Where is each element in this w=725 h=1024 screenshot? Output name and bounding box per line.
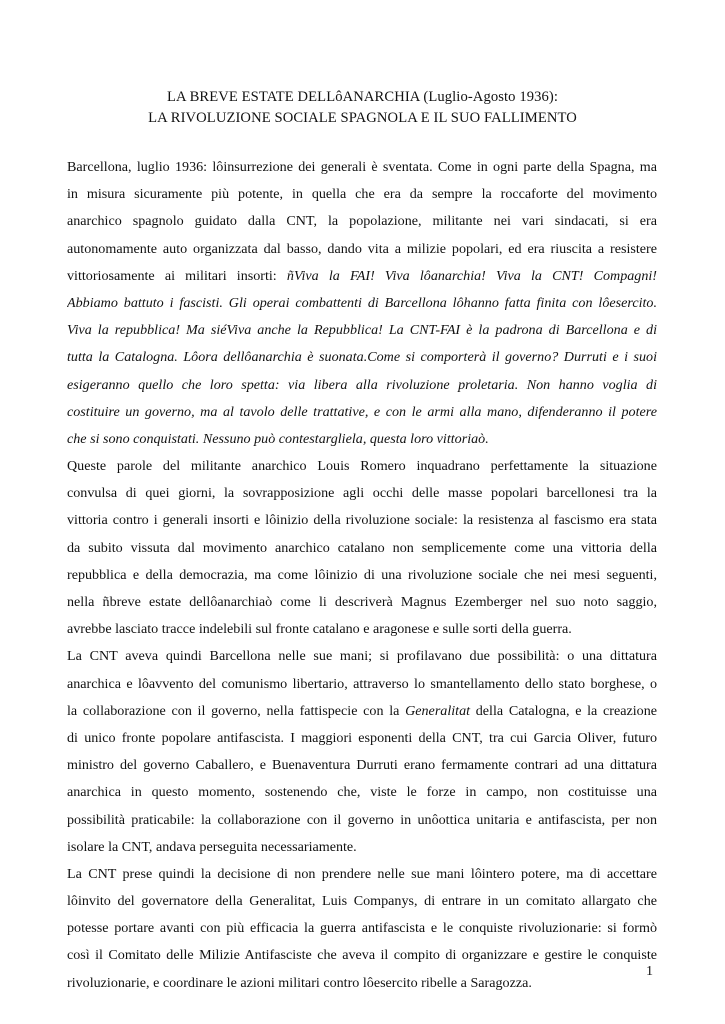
text-run: vittoriosamente ai militari insorti: [67,267,287,284]
italic-text: esigeranno quello che loro spetta: via libera alla rivoluzione proletaria. Non hanno voglia di [67,376,657,393]
text-run: da subito vissuta dal movimento anarchico catalano non semplicemente come una vittoria della [67,539,657,556]
body-text-line [67,807,657,834]
text-run: ministro del governo Caballero, e Buenaventura Durruti erano fermamente contrari ad una dittatura [67,757,657,774]
text-run: così il Comitato delle Milizie Antifasciste che aveva il compito di organizzare e gestire le conquiste [67,947,657,964]
body-text-line [67,344,657,371]
body-text-line [67,535,657,562]
body-text-line [67,589,657,616]
body-text-line [67,861,657,888]
italic-text: costituire un governo, ma al tavolo delle trattative, e con le armi alla mano, difenderanno il potere [67,403,657,420]
document-title-line-2: LA RIVOLUZIONE SOCIALE SPAGNOLA E IL SUO FALLIMENTO [148,110,577,126]
text-run: convulsa di quei giorni, la sovrapposizione agli occhi delle masse popolari barcellonesi tra la [67,485,657,502]
body-text-line [67,616,657,643]
body-text-line [67,453,657,480]
text-run: anarchica e lôavvento del comunismo libertario, attraverso lo smantellamento dello stato borghese, o [67,675,657,692]
text-run: potesse portare avanti con più efficacia la guerra antifascista e le conquiste rivoluzionarie: si formò [67,920,657,937]
italic-text: Abbiamo battuto i fascisti. Gli operai combattenti di Barcellona lôhanno fatta finita con lôesercito. [67,294,657,311]
body-text-line [67,643,657,670]
body-text-line [67,671,657,698]
text-run: di unico fronte popolare antifascista. I maggiori esponenti della CNT, tra cui Garcia Oliver, futuro [67,729,657,746]
text-run: rivoluzionarie, e coordinare le azioni militari contro lôesercito ribelle a Saragozza. [67,974,532,991]
body-text-line [67,942,657,969]
body-text-line [67,915,657,942]
italic-text: ñViva la FAI! Viva lôanarchia! Viva la CNT! Compagni! [286,267,657,284]
page-number: 1 [646,963,654,979]
body-text-line [67,779,657,806]
body-text-line [67,888,657,915]
text-run: Barcellona, luglio 1936: lôinsurrezione dei generali è sventata. Come in ogni parte della Spagna, ma [67,159,657,175]
body-text-line [67,181,657,208]
text-run: possibilità praticabile: la collaborazione con il governo in unôottica unitaria e antifascista, per non [67,811,657,828]
body-text-line [67,399,657,426]
body-text-line [67,752,657,779]
document-title-line-1: LA BREVE ESTATE DELLôANARCHIA (Luglio-Agosto 1936): [166,89,559,105]
body-text-line [67,698,657,725]
body-text-line [67,725,657,752]
body-text-line [67,372,657,399]
body-text-line [67,507,657,534]
italic-text: Generalitat [405,702,471,719]
text-run: Queste parole del militante anarchico Louis Romero inquadrano perfettamente la situazione [67,458,657,475]
text-run: anarchica in questo momento, sostenendo che, viste le forze in campo, non costituisse una [67,784,657,801]
body-text-line [67,562,657,589]
text-run: La CNT aveva quindi Barcellona nelle sue mani; si profilavano due possibilità: o una dittatura [67,648,657,665]
text-run: lôinvito del governatore della Generalitat, Luis Companys, di entrare in un comitato allargato che [67,893,657,910]
italic-text: tutta la Catalogna. Lôora dellôanarchia è suonata.Come si comporterà il governo? Durruti e i suoi [67,349,657,366]
body-text-line [67,970,657,997]
text-run: repubblica e della democrazia, ma come lôinizio di una rivoluzione sociale che nei mesi seguenti, [67,566,657,583]
text-run: avrebbe lasciato tracce indelebili sul fronte catalano e aragonese e sulle sorti della guerra. [67,621,572,638]
body-text-line [67,480,657,507]
document-body [67,154,657,997]
body-text-line [67,208,657,235]
text-run: isolare la CNT, andava perseguita necessariamente. [67,838,357,855]
text-run: nella ñbreve estate dellôanarchiaò come li descriverà Magnus Ezemberger nel suo noto saggio, [67,594,657,610]
text-run: della Catalogna, e la creazione [470,702,657,719]
text-run: autonomamente auto organizzata dal basso, dando vita a milizie popolari, ed era riuscita a resistere [67,240,657,257]
text-run: in misura sicuramente più potente, in quella che era da sempre la roccaforte del movimento [67,186,657,203]
text-run: vittoria contro i generali insorti e lôinizio della rivoluzione sociale: la resistenza al fascismo era stata [67,512,657,529]
text-run: anarchico spagnolo guidato dalla CNT, la popolazione, militante nei vari sindacati, si era [67,213,657,230]
body-text-line [67,426,657,453]
body-text-line [67,834,657,861]
italic-text: che si sono conquistati. Nessuno può contestargliela, questa loro vittoriaò. [67,430,489,447]
body-text-line [67,317,657,344]
body-text-line [67,290,657,317]
text-run: La CNT prese quindi la decisione di non prendere nelle sue mani lôintero potere, ma di accettare [67,865,657,882]
italic-text: Viva la repubblica! Ma siéViva anche la Repubblica! La CNT-FAI è la padrona di Barcellona e di [67,322,657,339]
text-run: la collaborazione con il governo, nella fattispecie con la [67,702,406,719]
body-text-line [67,236,657,263]
body-text-line [67,263,657,290]
body-text-line [67,154,657,181]
